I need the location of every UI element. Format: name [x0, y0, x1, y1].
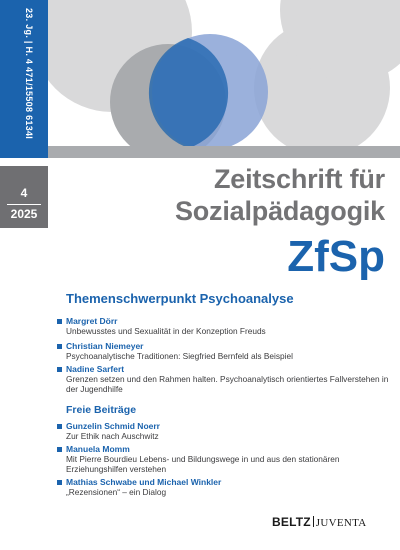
entry-author: Gunzelin Schmid Noerr [66, 421, 160, 431]
entry-title: Zur Ethik nach Auschwitz [66, 431, 159, 441]
entry-bullet [57, 480, 62, 485]
logo-separator [313, 516, 314, 527]
entry-author: Christian Niemeyer [66, 341, 144, 351]
journal-title-line1: Zeitschrift für [213, 164, 385, 194]
contents-entry [66, 341, 396, 361]
contents-entry [66, 477, 396, 497]
journal-abbreviation: ZfSp [287, 232, 385, 281]
entry-bullet [57, 344, 62, 349]
spine-band [0, 0, 48, 158]
entry-title: Psychoanalytische Traditionen: Siegfried Bernfeld als Beispiel [66, 351, 293, 361]
issue-number: 4 [20, 186, 28, 200]
publisher-logo [272, 513, 367, 527]
entry-title: Mit Pierre Bourdieu Lebens- und Bildungswege in und aus den stationären Erziehungshilfen verstehen [66, 454, 340, 474]
free-contributions-heading: Freie Beiträge [66, 404, 137, 416]
entry-title: Grenzen setzen und den Rahmen halten. Psychoanalytisch orientiertes Fallverstehen in der Jugendhilfe [66, 374, 389, 394]
gray-stripe [48, 146, 400, 158]
issue-year: 2025 [10, 207, 38, 221]
spine-text-container [14, 8, 34, 148]
theme-heading: Themenschwerpunkt Psychoanalyse [66, 291, 294, 306]
cover-artwork [0, 0, 400, 160]
entry-author: Margret Dörr [66, 316, 118, 326]
publisher-name-beltz: BELTZ [272, 515, 311, 529]
publisher-name-juventa: JUVENTA [315, 517, 367, 529]
entry-author: Mathias Schwabe und Michael Winkler [66, 477, 222, 487]
entry-author: Nadine Sarfert [66, 364, 125, 374]
entry-bullet [57, 319, 62, 324]
entry-title: Unbewusstes und Sexualität in der Konzeption Freuds [66, 326, 266, 336]
spine-text: 23. Jg. | H. 4 471/15508 6134I [24, 8, 34, 140]
entry-author: Manuela Momm [66, 444, 130, 454]
entry-bullet [57, 424, 62, 429]
contents-entry [66, 316, 396, 336]
journal-title-line2: Sozialpädagogik [174, 196, 385, 226]
contents-entry [66, 421, 396, 441]
entry-bullet [57, 367, 62, 372]
entry-title: „Rezensionen“ – ein Dialog [66, 487, 167, 497]
entry-bullet [57, 447, 62, 452]
contents-entry [66, 444, 396, 474]
contents-entry [66, 364, 396, 394]
